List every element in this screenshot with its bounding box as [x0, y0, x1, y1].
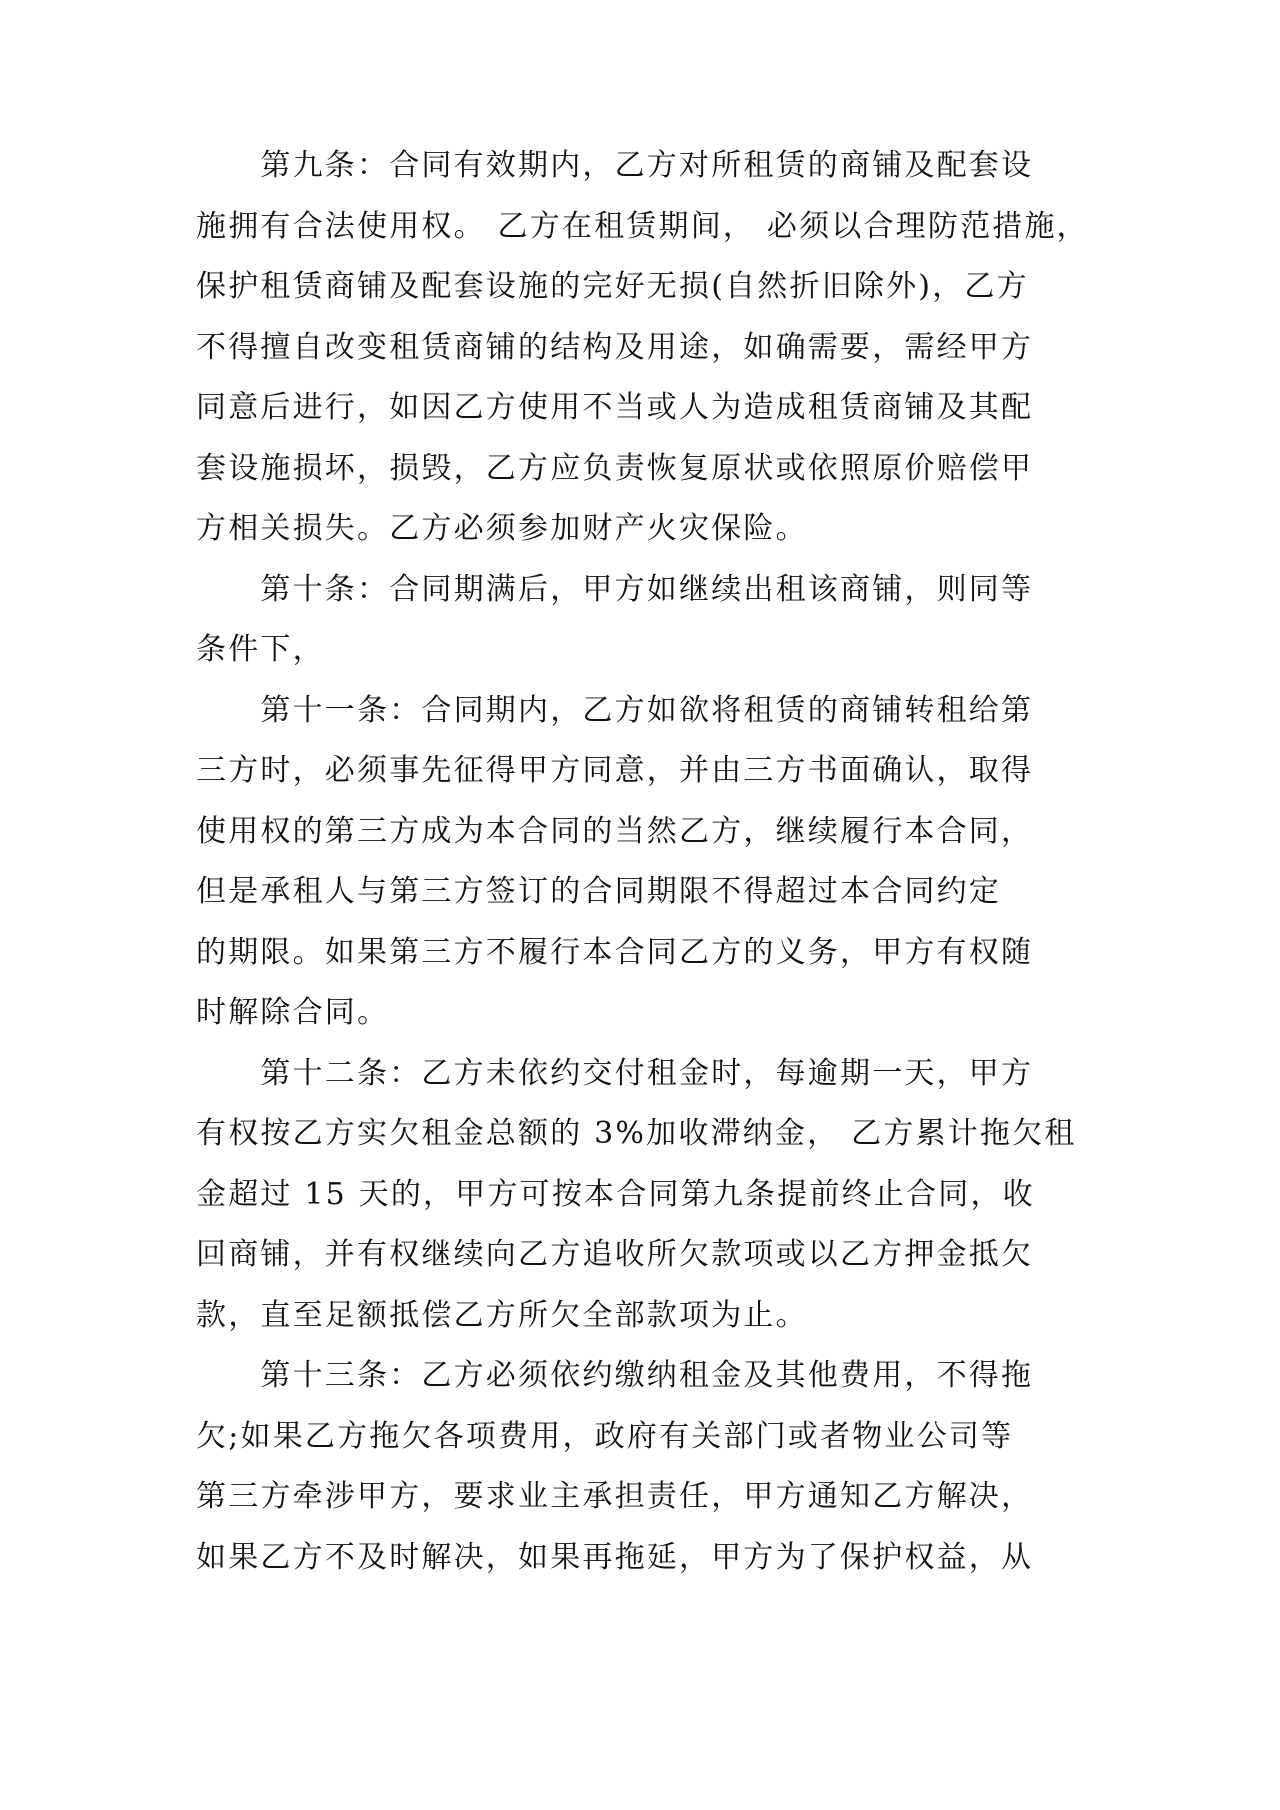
text-line: 时解除合同。: [196, 995, 390, 1030]
article-13: [196, 1346, 1088, 1588]
text-line: 同意后进行，如因乙方使用不当或人为造成租赁商铺及其配: [196, 390, 1034, 425]
text-line: 方相关损失。乙方必须参加财产火灾保险。: [196, 511, 808, 546]
text-line: 三方时，必须事先征得甲方同意，并由三方书面确认，取得: [196, 753, 1034, 788]
text-line: 款，直至足额抵偿乙方所欠全部款项为止。: [196, 1297, 808, 1333]
document-body: [196, 136, 1088, 1588]
text-line: 使用权的第三方成为本合同的当然乙方，继续履行本合同，: [196, 813, 1034, 849]
article-12: [196, 1044, 1088, 1347]
text-line: 不得擅自改变租赁商铺的结构及用途，如确需要，需经甲方: [196, 329, 1034, 365]
text-line: 有权按乙方实欠租金总额的 3%加收滞纳金， 乙方累计拖欠租: [196, 1116, 1077, 1151]
text-line: 第十三条：乙方必须依约缴纳租金及其他费用，不得拖: [196, 1358, 1034, 1393]
text-line: 回商铺，并有权继续向乙方追收所欠款项或以乙方押金抵欠: [196, 1237, 1034, 1272]
text-line: 套设施损坏，损毁，乙方应负责恢复原状或依照原价赔偿甲: [196, 450, 1034, 486]
text-line: 欠;如果乙方拖欠各项费用，政府有关部门或者物业公司等: [196, 1418, 1014, 1454]
article-9: [196, 136, 1088, 560]
text-line: 如果乙方不及时解决，如果再拖延，甲方为了保护权益，从: [196, 1539, 1034, 1575]
text-line: 保护租赁商铺及配套设施的完好无损(自然折旧除外)，乙方: [196, 269, 1029, 304]
article-11: [196, 681, 1088, 1044]
article-10: [196, 560, 1088, 681]
text-line: 条件下，: [196, 632, 325, 667]
text-line: 施拥有合法使用权。 乙方在租赁期间， 必须以合理防范措施，: [196, 208, 1089, 244]
text-line: 第三方牵涉甲方，要求业主承担责任，甲方通知乙方解决，: [196, 1479, 1034, 1514]
text-line: 第九条：合同有效期内，乙方对所租赁的商铺及配套设: [196, 148, 1034, 183]
text-line: 第十一条：合同期内，乙方如欲将租赁的商铺转租给第: [196, 692, 1034, 728]
text-line: 的期限。如果第三方不履行本合同乙方的义务，甲方有权随: [196, 934, 1034, 970]
text-line: 但是承租人与第三方签订的合同期限不得超过本合同约定: [196, 874, 1001, 909]
text-line: 第十条：合同期满后，甲方如继续出租该商铺，则同等: [196, 571, 1034, 607]
text-line: 第十二条：乙方未依约交付租金时，每逾期一天，甲方: [196, 1055, 1034, 1091]
text-line: 金超过 15 天的，甲方可按本合同第九条提前终止合同，收: [196, 1176, 1035, 1212]
